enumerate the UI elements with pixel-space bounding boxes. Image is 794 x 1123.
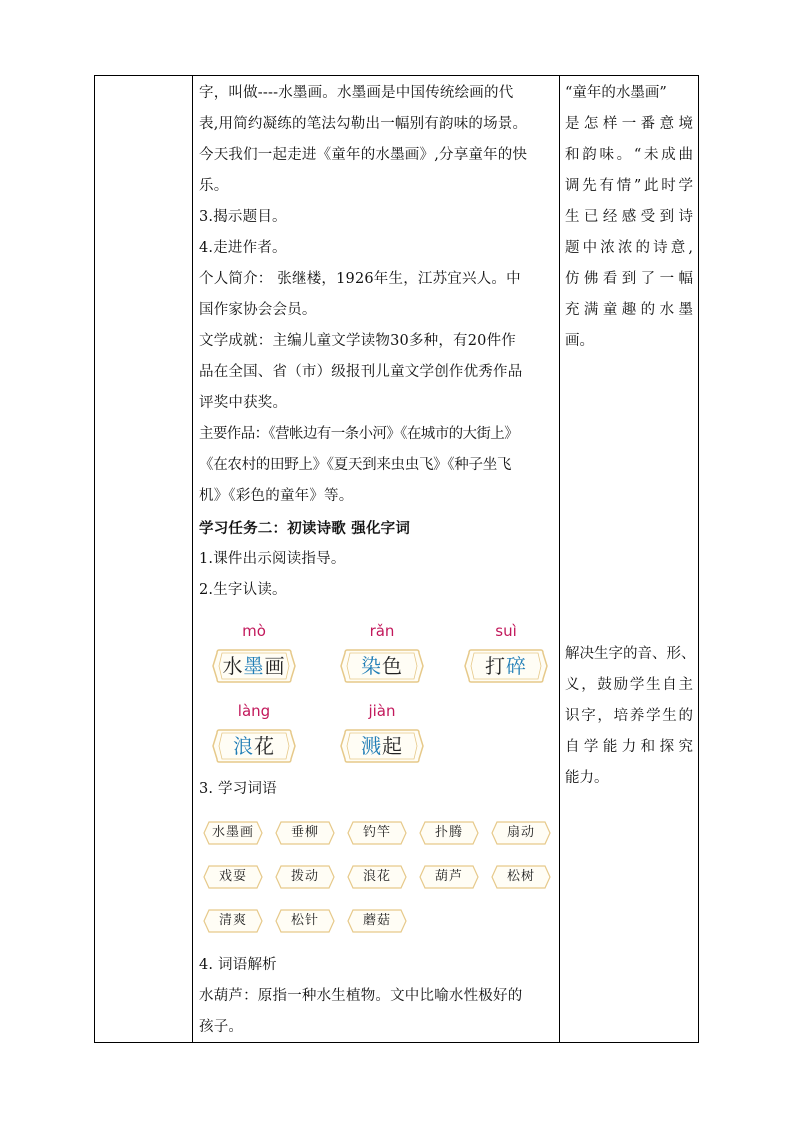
author-intro-line: 国作家协会会员。: [199, 302, 317, 318]
pinyin-label: suì: [495, 622, 517, 640]
vocab-chip: [419, 865, 479, 889]
note-line: 调先有情”此时学: [565, 178, 693, 194]
vocab-word: 钓竿: [362, 825, 391, 840]
character-card: [463, 648, 549, 684]
character-word: [339, 648, 425, 684]
character-word: [211, 728, 297, 764]
plain-char: 花: [254, 734, 275, 758]
vocab-word: 扇动: [506, 825, 535, 840]
pinyin-label: mò: [242, 622, 266, 640]
plain-char: 水: [222, 654, 244, 678]
character-word: [211, 648, 297, 684]
note-line: 充满童趣的水墨: [565, 302, 693, 318]
note-line: 题中浓浓的诗意,: [565, 240, 693, 256]
note-line: 和韵味。“未成曲: [565, 147, 693, 163]
character-card: [211, 728, 297, 764]
highlight-char: 墨: [243, 654, 265, 678]
step-1: 1.课件出示阅读指导。: [199, 551, 346, 567]
text-line: 今天我们一起走进《童年的水墨画》,分享童年的快: [199, 147, 528, 163]
step-2: 2.生字认读。: [199, 582, 287, 598]
achievement-line: 文学成就：主编儿童文学读物30多种，有20件作: [199, 333, 516, 349]
note-line: 解决生字的音、形、: [565, 646, 696, 662]
note-line: 画。: [565, 333, 594, 349]
vocab-word: 清爽: [218, 913, 247, 928]
character-card: [211, 648, 297, 684]
highlight-char: 碎: [506, 654, 527, 678]
author-intro-line: 个人简介： 张继楼，1926年生，江苏宜兴人。中: [199, 271, 521, 287]
works-line: 《在农村的田野上》《夏天到来虫虫飞》《种子坐飞: [199, 457, 512, 473]
vocab-chip: [347, 865, 407, 889]
vocab-word: 松树: [506, 869, 535, 884]
note-line: 义，鼓励学生自主: [565, 677, 693, 693]
achievement-line: 评奖中获奖。: [199, 395, 288, 411]
character-word: [339, 728, 425, 764]
highlight-char: 染: [361, 654, 382, 678]
column-divider-2: [559, 76, 560, 1042]
step-3: 3. 学习词语: [199, 781, 277, 797]
plain-char: 打: [485, 654, 506, 678]
explanation-line: 孩子。: [199, 1019, 244, 1035]
character-word: [463, 648, 549, 684]
vocab-word: 松针: [290, 913, 319, 928]
note-line: 自学能力和探究: [565, 739, 693, 755]
explanation-line: 水葫芦：原指一种水生植物。文中比喻水性极好的: [199, 988, 523, 1004]
vocab-chip: [275, 909, 335, 933]
plain-char: 起: [382, 734, 403, 758]
text-line: 3.揭示题目。: [199, 209, 287, 225]
vocab-chip: [203, 865, 263, 889]
text-line: 4.走进作者。: [199, 240, 287, 256]
vocab-word: 拨动: [290, 869, 319, 884]
vocab-word: 浪花: [362, 869, 391, 884]
plain-char: 画: [264, 654, 286, 678]
highlight-char: 浪: [233, 734, 254, 758]
note-line: 仿佛看到了一幅: [565, 271, 693, 287]
pinyin-label: rǎn: [369, 622, 395, 640]
text-line: 字，叫做----水墨画。水墨画是中国传统绘画的代: [199, 85, 514, 101]
highlight-char: 溅: [361, 734, 382, 758]
vocab-chip: [275, 821, 335, 845]
vocab-word: 葫芦: [434, 869, 463, 884]
achievement-line: 品在全国、省（市）级报刊儿童文学创作优秀作品: [199, 364, 523, 380]
note-line: 生已经感受到诗: [565, 209, 693, 225]
plain-char: 色: [382, 654, 403, 678]
task2-heading: 学习任务二：初读诗歌 强化字词: [199, 520, 411, 537]
character-card: [339, 728, 425, 764]
note-line: 能力。: [565, 770, 609, 786]
vocab-chip: [491, 821, 551, 845]
vocab-word: 水墨画: [211, 825, 254, 840]
pinyin-label: jiàn: [368, 702, 396, 720]
vocab-chip: [203, 909, 263, 933]
column-divider-1: [192, 76, 193, 1042]
text-line: 乐。: [199, 178, 229, 194]
vocab-chip: [347, 909, 407, 933]
vocab-chip: [491, 865, 551, 889]
vocab-chip: [419, 821, 479, 845]
vocab-word: 垂柳: [290, 825, 319, 840]
vocab-chip: [275, 865, 335, 889]
vocab-chip: [203, 821, 263, 845]
character-card: [339, 648, 425, 684]
vocab-word: 戏耍: [218, 869, 247, 884]
works-line: 主要作品：《营帐边有一条小河》《在城市的大街上》: [199, 426, 519, 442]
vocab-chip: [347, 821, 407, 845]
vocab-word: 扑腾: [434, 825, 463, 840]
text-line: 表,用简约凝练的笔法勾勒出一幅别有韵味的场景。: [199, 116, 528, 132]
vocab-word: 蘑菇: [362, 913, 391, 928]
pinyin-label: làng: [237, 702, 271, 720]
note-line: 是怎样一番意境: [565, 116, 693, 132]
note-line: 识字，培养学生的: [565, 708, 693, 724]
lesson-plan-table: [94, 75, 699, 1043]
step-4: 4. 词语解析: [199, 957, 277, 973]
works-line: 机》《彩色的童年》等。: [199, 488, 354, 504]
note-line: “童年的水墨画”: [565, 85, 667, 101]
